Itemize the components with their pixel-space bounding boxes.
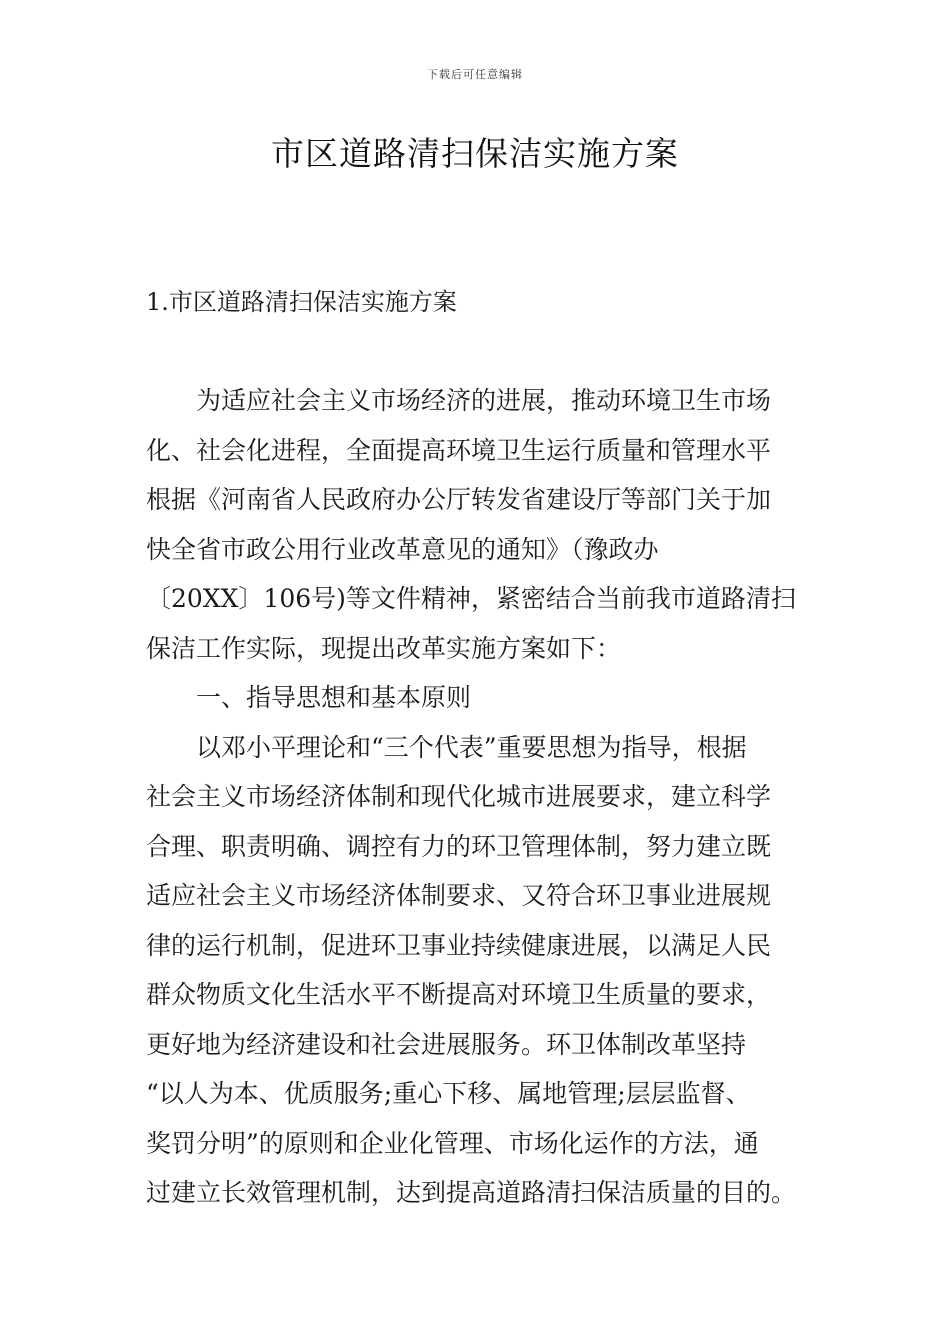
- section-heading: 1.市区道路清扫保洁实施方案: [146, 288, 457, 316]
- subsection-heading: 一、指导思想和基本原则: [196, 683, 472, 712]
- header-note: 下载后可任意编辑: [427, 68, 523, 81]
- document-title: 市区道路清扫保洁实施方案: [271, 134, 679, 173]
- document-body: [146, 376, 806, 1218]
- guiding-principles-paragraph: 以邓小平理论和“三个代表”重要思想为指导，根据 社会主义市场经济体制和现代化城市进展要求，建立科学 合理、职责明确、调控有力的环卫管理体制，努力建立既 适应社会主义市场经济体制要求、又符合环卫事业进展规 律的运行机制，促进环卫事业持续健康进展，以满足人民 群众物质文化生活水平不断提高对环境卫生质量的要求， 更好地为经济建设和社会进展服务。环卫体制改革坚持 “以人为本、优质服务;重心下移、属地管理;层层监督、 奖罚分明”的原则和企业化管理、市场化运作的方法，通 过建立长效管理机制，达到提高道路清扫保洁质量的目的。: [146, 732, 797, 1207]
- intro-paragraph: 为适应社会主义市场经济的进展，推动环境卫生市场 化、社会化进程，全面提高环境卫生运行质量和管理水平 根据《河南省人民政府办公厅转发省建设厅等部门关于加 快全省市政公用行业改革意见的通知》（豫政办 〔20XX〕106号)等文件精神，紧密结合当前我市道路清扫 保洁工作实际，现提出改革实施方案如下：: [146, 386, 796, 663]
